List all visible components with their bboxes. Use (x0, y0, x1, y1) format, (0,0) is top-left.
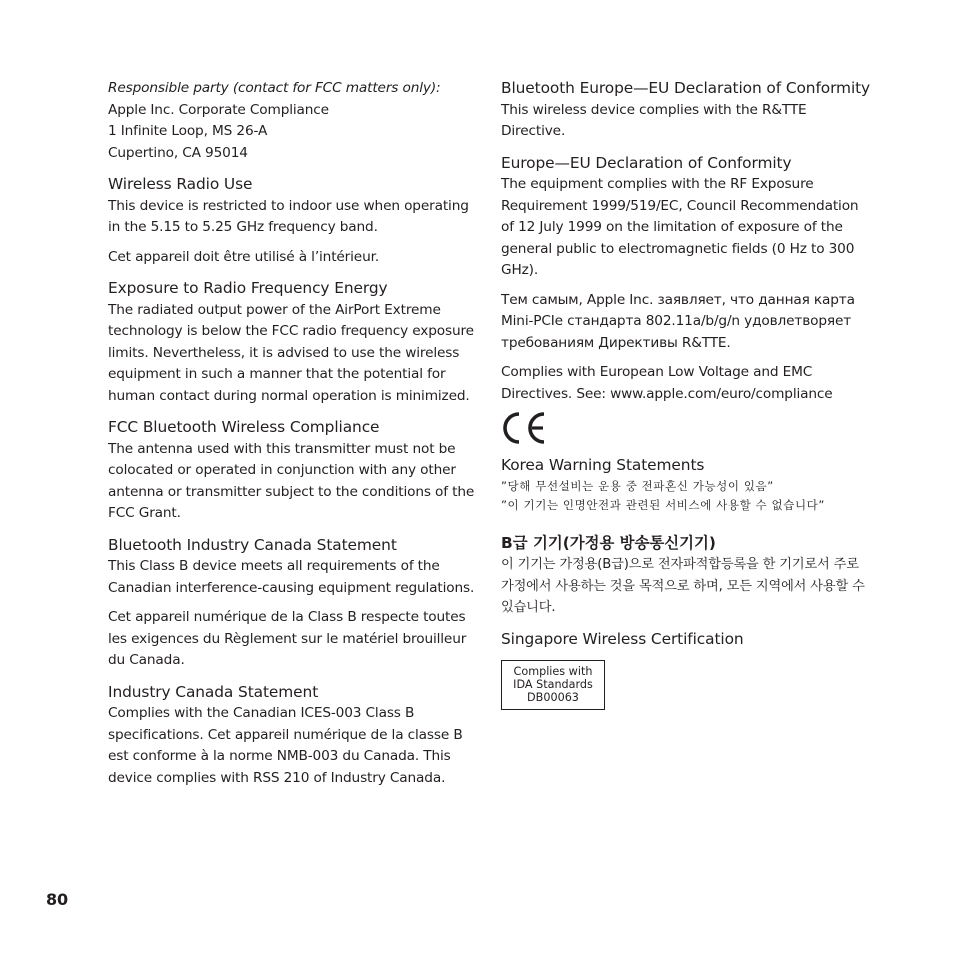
page-number: 80 (46, 890, 68, 909)
exposure-paragraph: The radiated output power of the AirPort Extreme technology is below the FCC radio frequency exposure limits. Nevertheless, it is advised to use the wireless equipment in such a manner that the potential for human contact during normal operation is minimized. (108, 301, 474, 404)
wireless-radio-section (108, 174, 480, 268)
ida-box-line-2: IDA Standards (513, 678, 593, 691)
wireless-radio-paragraph-2: Cet appareil doit être utilisé à l’intérieur. (108, 248, 380, 265)
europe-heading: Europe—EU Declaration of Conformity (501, 153, 792, 172)
exposure-heading: Exposure to Radio Frequency Energy (108, 279, 388, 297)
bluetooth-europe-paragraph: This wireless device complies with the R&TTE Directive. (501, 101, 807, 139)
responsible-party-line-1: Apple Inc. Corporate Compliance (108, 101, 329, 118)
responsible-party-line-3: Cupertino, CA 95014 (108, 144, 248, 161)
singapore-heading: Singapore Wireless Certification (501, 629, 744, 648)
fcc-bluetooth-heading: FCC Bluetooth Wireless Compliance (108, 418, 380, 436)
korea-class-b-paragraph: 이 기기는 가정용(B급)으로 전자파적합등록을 한 기기로서 주로 가정에서 사용하는 것을 목적으로 하며, 모든 지역에서 사용할 수 있습니다. (501, 557, 865, 615)
europe-paragraph-3: Complies with European Low Voltage and EMC Directives. See: www.apple.com/euro/compliance (501, 364, 833, 402)
responsible-party-label: Responsible party (contact for FCC matters only): (108, 80, 441, 96)
korea-class-b-heading: B급 기기(가정용 방송통신기기) (501, 533, 716, 552)
korea-warning-line-1: ”당해 무선설비는 운용 중 전파혼신 가능성이 있음” (501, 478, 774, 493)
korea-warning-line-2: ”이 기기는 인명안전과 관련된 서비스에 사용할 수 없습니다” (501, 497, 825, 512)
korea-class-b-section (501, 533, 873, 619)
bluetooth-europe-heading: Bluetooth Europe—EU Declaration of Conformity (501, 79, 871, 97)
korea-warning-heading: Korea Warning Statements (501, 456, 705, 474)
responsible-party-section (108, 78, 480, 164)
ce-mark-icon (501, 411, 547, 445)
wireless-radio-heading: Wireless Radio Use (108, 175, 253, 193)
ida-box-line-1: Complies with (513, 665, 593, 678)
bluetooth-europe-section (501, 78, 873, 143)
singapore-section (501, 629, 873, 711)
bluetooth-canada-section (108, 535, 480, 672)
bluetooth-canada-heading: Bluetooth Industry Canada Statement (108, 535, 397, 554)
industry-canada-section (108, 682, 480, 790)
fcc-bluetooth-paragraph: The antenna used with this transmitter must not be colocated or operated in conjunction with any other antenna or transmitter subject to the conditions of the FCC Grant. (108, 440, 475, 521)
ida-box-line-3: DB00063 (527, 691, 579, 704)
bluetooth-canada-paragraph-2: Cet appareil numérique de la Class B respecte toutes les exigences du Règlement sur le matériel brouilleur du Canada. (108, 609, 467, 668)
bluetooth-canada-paragraph-1: This Class B device meets all requirements of the Canadian interference-causing equipment regulations. (108, 558, 475, 596)
europe-paragraph-1: The equipment complies with the RF Exposure Requirement 1999/519/EC, Council Recommendation of 12 July 1999 on the limitation of exposure of the general public to electromagnetic fields (0 Hz to 300 GHz). (501, 176, 859, 278)
industry-canada-heading: Industry Canada Statement (108, 682, 319, 701)
europe-paragraph-2: Тем самым, Apple Inc. заявляет, что данная карта Mini-PCIe стандарта 802.11a/b/g/n удовлетворяет требованиям Директивы R&TTE. (501, 291, 855, 351)
korea-warning-section (501, 455, 873, 515)
exposure-section (108, 278, 480, 407)
industry-canada-paragraph: Complies with the Canadian ICES-003 Class B specifications. Cet appareil numérique de la classe B est conforme à la norme NMB-003 du Canada. This device complies with RSS 210 of Industry Canada. (108, 705, 463, 786)
fcc-bluetooth-section (108, 417, 480, 525)
ida-standards-box (501, 660, 605, 710)
right-column (501, 78, 873, 720)
responsible-party-line-2: 1 Infinite Loop, MS 26-A (108, 123, 268, 139)
wireless-radio-paragraph-1: This device is restricted to indoor use when operating in the 5.15 to 5.25 GHz frequency band. (108, 197, 469, 235)
europe-section (501, 153, 873, 446)
left-column (108, 78, 480, 799)
